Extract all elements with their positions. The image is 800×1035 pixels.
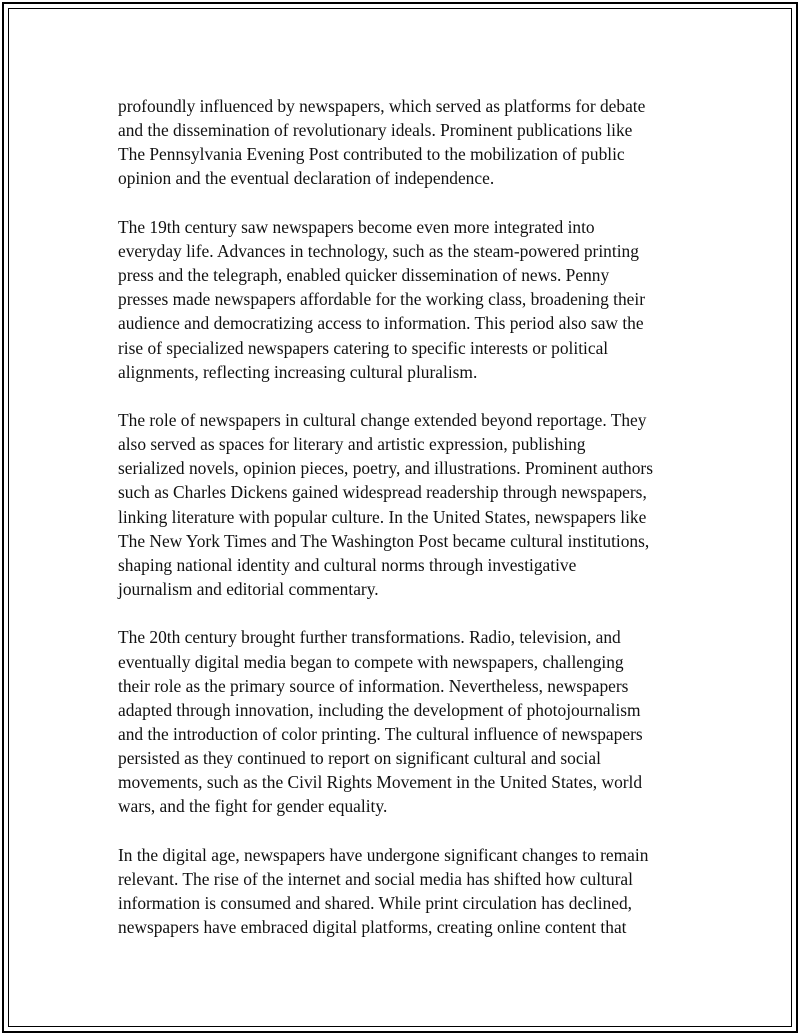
- text-line: alignments, reflecting increasing cultural pluralism.: [118, 361, 478, 382]
- text-line: and the introduction of color printing. The cultural influence of newspapers: [118, 724, 643, 745]
- paragraph-4: [118, 625, 693, 818]
- text-line: press and the telegraph, enabled quicker dissemination of news. Penny: [118, 265, 610, 286]
- document-body: [118, 94, 693, 964]
- text-line: movements, such as the Civil Rights Movement in the United States, world: [118, 772, 643, 793]
- text-line: such as Charles Dickens gained widespread readership through newspapers,: [118, 482, 647, 503]
- text-line: The New York Times and The Washington Post became cultural institutions,: [118, 530, 650, 551]
- text-line: wars, and the fight for gender equality.: [118, 796, 388, 817]
- text-line: presses made newspapers affordable for the working class, broadening their: [118, 289, 646, 310]
- text-line: audience and democratizing access to information. This period also saw the: [118, 313, 644, 334]
- text-line: relevant. The rise of the internet and social media has shifted how cultural: [118, 868, 633, 889]
- text-line: In the digital age, newspapers have undergone significant changes to remain: [118, 844, 649, 865]
- text-line: shaping national identity and cultural norms through investigative: [118, 554, 577, 575]
- text-line: linking literature with popular culture. In the United States, newspapers like: [118, 506, 647, 527]
- paragraph-3: [118, 408, 693, 601]
- text-line: journalism and editorial commentary.: [118, 579, 379, 600]
- text-line: newspapers have embraced digital platforms, creating online content that: [118, 917, 627, 938]
- text-line: profoundly influenced by newspapers, which served as platforms for debate: [118, 96, 646, 116]
- text-line: also served as spaces for literary and artistic expression, publishing: [118, 434, 586, 455]
- paragraph-5: [118, 843, 693, 940]
- text-line: everyday life. Advances in technology, such as the steam-powered printing: [118, 240, 639, 261]
- text-line: The Pennsylvania Evening Post contributed to the mobilization of public: [118, 144, 625, 165]
- text-line: serialized novels, opinion pieces, poetry, and illustrations. Prominent authors: [118, 458, 653, 479]
- text-line: The 19th century saw newspapers become even more integrated into: [118, 216, 595, 237]
- text-line: information is consumed and shared. While print circulation has declined,: [118, 893, 633, 914]
- text-line: The 20th century brought further transformations. Radio, television, and: [118, 627, 621, 648]
- text-line: rise of specialized newspapers catering to specific interests or political: [118, 337, 609, 358]
- text-line: eventually digital media began to compete with newspapers, challenging: [118, 651, 624, 672]
- text-line: adapted through innovation, including the development of photojournalism: [118, 699, 641, 720]
- text-line: The role of newspapers in cultural change extended beyond reportage. They: [118, 410, 647, 430]
- text-line: persisted as they continued to report on significant cultural and social: [118, 748, 601, 769]
- text-line: opinion and the eventual declaration of independence.: [118, 168, 495, 189]
- paragraph-2: [118, 215, 693, 384]
- text-line: and the dissemination of revolutionary ideals. Prominent publications like: [118, 120, 633, 141]
- paragraph-1: [118, 94, 693, 191]
- text-line: their role as the primary source of information. Nevertheless, newspapers: [118, 675, 629, 696]
